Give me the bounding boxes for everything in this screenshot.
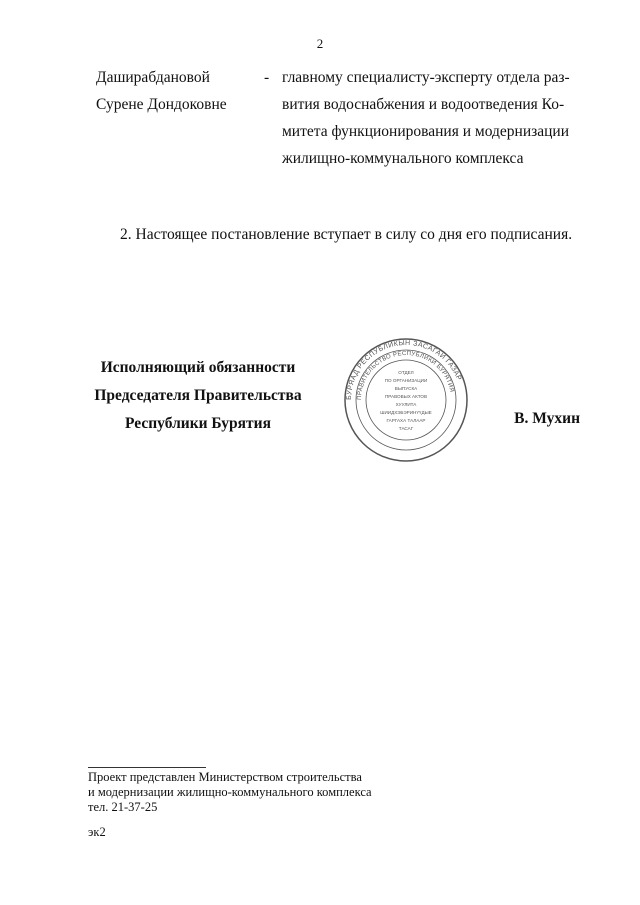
effective-date-clause: 2. Настоящее постановление вступает в силу со дня его подписания. bbox=[120, 226, 573, 243]
svg-text:ПО ОРГАНИЗАЦИИ: ПО ОРГАНИЗАЦИИ bbox=[384, 378, 428, 383]
position-line: главному специалисту-эксперту отдела раз- bbox=[282, 69, 570, 86]
svg-text:ТАСАГ: ТАСАГ bbox=[398, 426, 414, 431]
signatory-title-line: Исполняющий обязанности bbox=[100, 359, 296, 376]
footnote-line: тел. 21-37-25 bbox=[88, 800, 158, 814]
footnote bbox=[88, 770, 372, 815]
footnote-line: Проект представлен Министерством строительства bbox=[88, 770, 362, 784]
entry-dash: - bbox=[264, 69, 270, 86]
svg-text:ХУУЛИТА: ХУУЛИТА bbox=[395, 402, 417, 407]
position-line: вития водоснабжения и водоотведения Ко- bbox=[282, 96, 565, 113]
signatory-title bbox=[88, 354, 308, 438]
appointee-given-names: Сурене Дондоковне bbox=[96, 96, 227, 113]
svg-text:ГАРГАХА ТАЛААР: ГАРГАХА ТАЛААР bbox=[386, 418, 426, 423]
appointee-position bbox=[282, 64, 572, 172]
seal-outer-text: БУРЯАД РЕСПУБЛИКЫН ЗАСАГАЙ ГАЗАР bbox=[345, 339, 463, 401]
official-seal bbox=[343, 337, 469, 463]
footnote-line: и модернизации жилищно-коммунального комплекса bbox=[88, 785, 372, 799]
appointee-surname: Даширабдановой bbox=[96, 69, 210, 86]
footnote-separator bbox=[88, 767, 206, 768]
position-line: митета функционирования и модернизации bbox=[282, 123, 569, 140]
signatory-title-line: Республики Бурятия bbox=[125, 415, 271, 432]
seal-inner-text: ПРАВИТЕЛЬСТВО РЕСПУБЛИКИ БУРЯТИЯ bbox=[356, 350, 455, 401]
page-number: 2 bbox=[316, 36, 324, 51]
document-code: эк2 bbox=[88, 825, 106, 839]
seal-center-text bbox=[380, 370, 431, 431]
appointee-name bbox=[96, 64, 256, 118]
signatory-title-line: Председателя Правительства bbox=[94, 387, 302, 404]
svg-text:ВЫПУСКА: ВЫПУСКА bbox=[394, 386, 418, 391]
svg-text:ШИИДХЭБЭРИНҮҮДЫЕ: ШИИДХЭБЭРИНҮҮДЫЕ bbox=[380, 410, 432, 415]
position-line: жилищно-коммунального комплекса bbox=[282, 150, 524, 167]
svg-text:ОТДЕЛ: ОТДЕЛ bbox=[398, 370, 414, 375]
svg-text:ПРАВОВЫХ АКТОВ: ПРАВОВЫХ АКТОВ bbox=[384, 394, 428, 399]
signer-name: В. Мухин bbox=[514, 410, 580, 427]
